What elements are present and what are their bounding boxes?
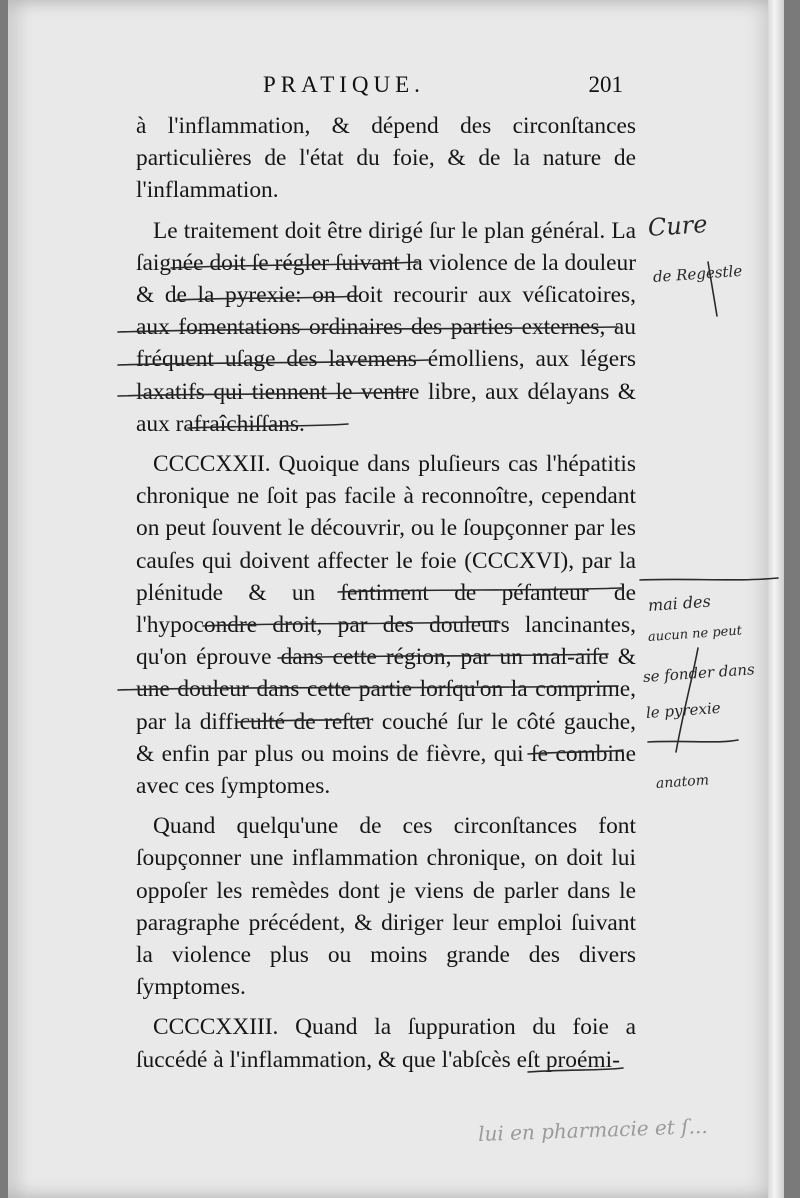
underline-parties-externes [118, 360, 428, 365]
paragraph-ccccxxiii: CCCCXXIII. Quand la ſuppuration du foie a ſuccédé à l'inflammation, & que l'abſcès eſt proémi- [136, 1014, 636, 1073]
marginal-note-line4: le pyrexie [645, 698, 722, 722]
underline-est [528, 1068, 623, 1072]
underline-douleur [176, 296, 358, 300]
underline-hypocondre [203, 621, 498, 626]
underline-mal-aise [118, 686, 618, 690]
marginal-note-cure: Cure [647, 209, 709, 242]
paragraph-ccccxxii: CCCCXXII. Quoique dans pluſieurs cas l'hépatitis chronique ne ſoit pas facile à reconnoître, cependant on peut ſouvent le découvrir, ou le ſoupçonner par les cauſes qui doivent affecter le foie (CCCXVI), par la plénitude & un ſentiment de péſanteur de l'hypocondre droit, par des douleurs lancinantes, qu'on éprouve dans cette région, par un mal-aiſe & une douleur dans cette partie lorſqu'on la comprime, par la difficulté de reſter couché ſur le côté gauche, & enfin par plus ou moins de fièvre, qui ſe combine avec ces ſymptomes. [136, 451, 636, 800]
running-head: PRATIQUE. [263, 72, 425, 97]
underline-comprime [238, 718, 368, 722]
page-number: 201 [588, 72, 623, 97]
margin-stroke-mid [648, 740, 738, 742]
marginal-note-line5: anatom [655, 772, 710, 792]
marginal-note-line3: se fonder dans [642, 660, 756, 686]
paragraph-continuation: à l'inflammation, & dépend des circonſtances particulières de l'état du foie, & de la nature de l'inflammation. [136, 113, 636, 204]
book-page [8, 0, 784, 1198]
underline-douleurs [278, 654, 608, 658]
underline-vesicatoires [118, 327, 618, 332]
marginal-note-regestle: de Regestle [652, 261, 743, 286]
underline-plenitude [338, 588, 623, 592]
bleed-through-text: lui en pharmacie et ſ... [477, 1113, 709, 1147]
paragraph-chronic-inflammation: Quand quelqu'une de ces circonſtances font ſoupçonner une inflammation chronique, on doit lui oppoſer les remèdes dont je viens de parler dans le paragraphe précédent, & diriger leur emploi ſuivant la violence plus ou moins grande des divers ſymptomes. [136, 813, 636, 1001]
underline-saignee [171, 262, 418, 268]
paragraph-treatment: Le traitement doit être dirigé ſur le plan général. La ſaignée doit ſe régler ſuivant la violence de la douleur & de la pyrexie: on doit recourir aux véſicatoires, aux fomentations ordinaires des parties externes, au fréquent uſage des lavemens émolliens, aux légers laxatifs qui tiennent le ventre libre, aux délayans & aux rafraîchiſſans. [136, 217, 636, 437]
underline-delayans [188, 424, 348, 428]
margin-stroke-top [640, 578, 778, 580]
underline-emolliens [118, 392, 408, 396]
marginal-note-line1: mai des [647, 591, 712, 615]
underline-plus-ou [528, 750, 623, 754]
marginal-note-line2: aucun ne peut [647, 623, 743, 645]
